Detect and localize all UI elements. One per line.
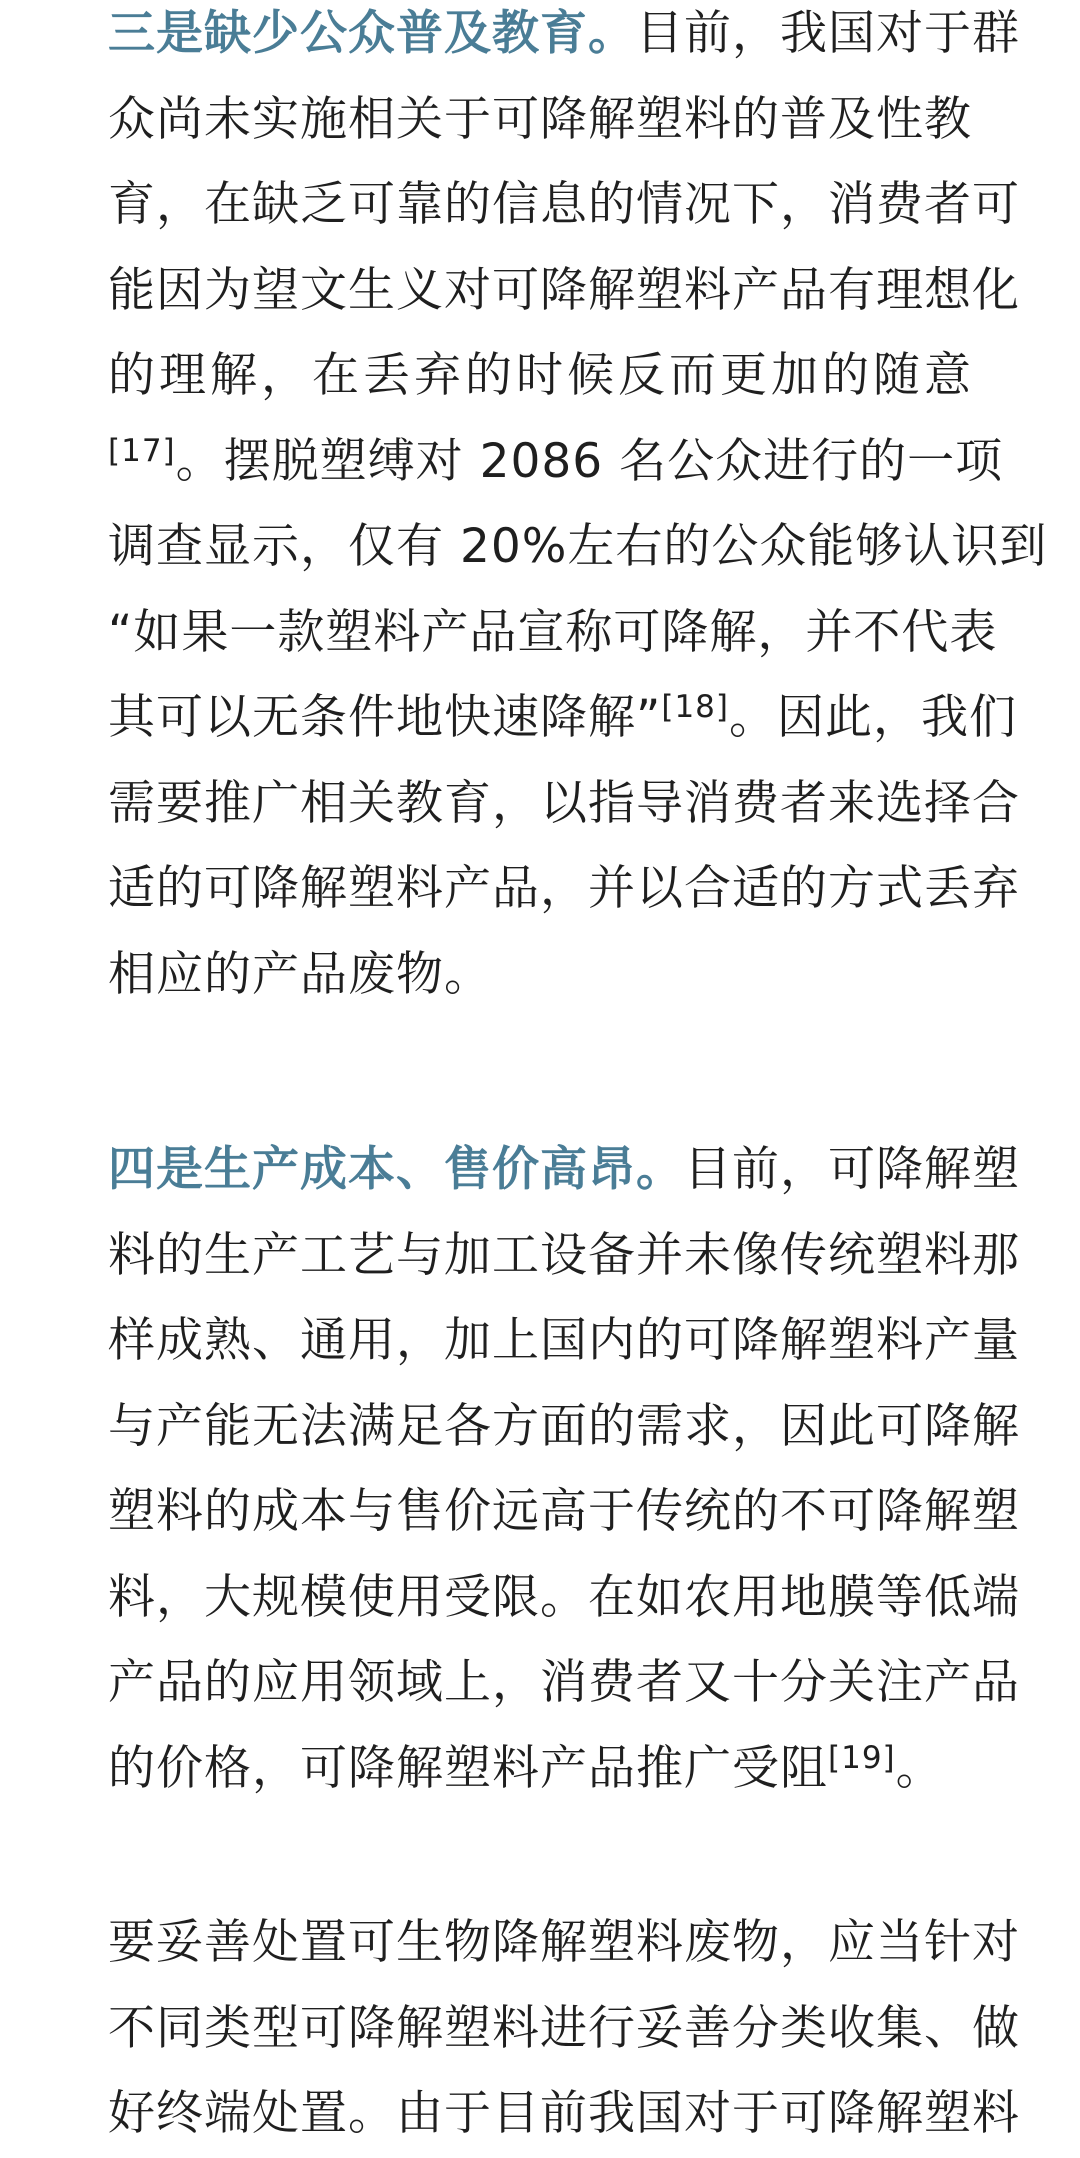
text-line: 不同类型可降解塑料进行妥善分类收集、做	[108, 2000, 1020, 2056]
paragraph-waste-disposal	[108, 1900, 1020, 2157]
citation-ref: [18]	[661, 689, 729, 725]
text-line: 其可以无条件地快速降解”[18]。因此，我们	[108, 689, 1017, 745]
text-line: 育，在缺乏可靠的信息的情况下，消费者可	[108, 177, 1020, 232]
text-line: 的价格，可降解塑料产品推广受阻[19]。	[108, 1739, 944, 1796]
paragraph-production-cost	[108, 1127, 1020, 1811]
text-line: 三是缺少公众普及教育。目前，我国对于群	[108, 6, 1020, 61]
text-line: 要妥善处置可生物降解塑料废物，应当针对	[108, 1915, 1020, 1970]
text-line: 样成熟、通用，加上国内的可降解塑料产量	[108, 1313, 1020, 1368]
text-line: 众尚未实施相关于可降解塑料的普及性教	[108, 91, 972, 147]
section-heading: 三是缺少公众普及教育。	[108, 6, 636, 61]
text-line: [17]。摆脱塑缚对 2086 名公众进行的一项	[108, 432, 1004, 489]
text-line: 好终端处置。由于目前我国对于可降解塑料	[108, 2086, 1020, 2141]
text-line: 塑料的成本与售价远高于传统的不可降解塑	[108, 1484, 1020, 1539]
citation-ref: [19]	[828, 1739, 896, 1776]
text-line: 产品的应用领域上，消费者又十分关注产品	[108, 1655, 1020, 1710]
text-line: 四是生产成本、售价高昂。目前，可降解塑	[108, 1142, 1020, 1197]
text-line: 适的可降解塑料产品，并以合适的方式丢弃	[108, 861, 1020, 916]
text-line: 料的生产工艺与加工设备并未像传统塑料那	[108, 1227, 1020, 1283]
text-line: 的理解，在丢弃的时候反而更加的随意	[108, 348, 972, 403]
citation-ref: [17]	[108, 432, 176, 469]
text-line: 相应的产品废物。	[108, 946, 492, 1002]
text-line: 调查显示，仅有 20%左右的公众能够认识到	[108, 519, 1048, 574]
text-line: 需要推广相关教育，以指导消费者来选择合	[108, 775, 1020, 831]
text-line: 与产能无法满足各方面的需求，因此可降解	[108, 1398, 1020, 1454]
text-line: 能因为望文生义对可降解塑料产品有理想化	[108, 262, 1020, 318]
paragraph-public-education	[108, 0, 1048, 1017]
text-line: 料，大规模使用受限。在如农用地膜等低端	[108, 1569, 1020, 1625]
text-line: “如果一款塑料产品宣称可降解，并不代表	[108, 604, 998, 660]
section-heading: 四是生产成本、售价高昂。	[108, 1142, 684, 1197]
